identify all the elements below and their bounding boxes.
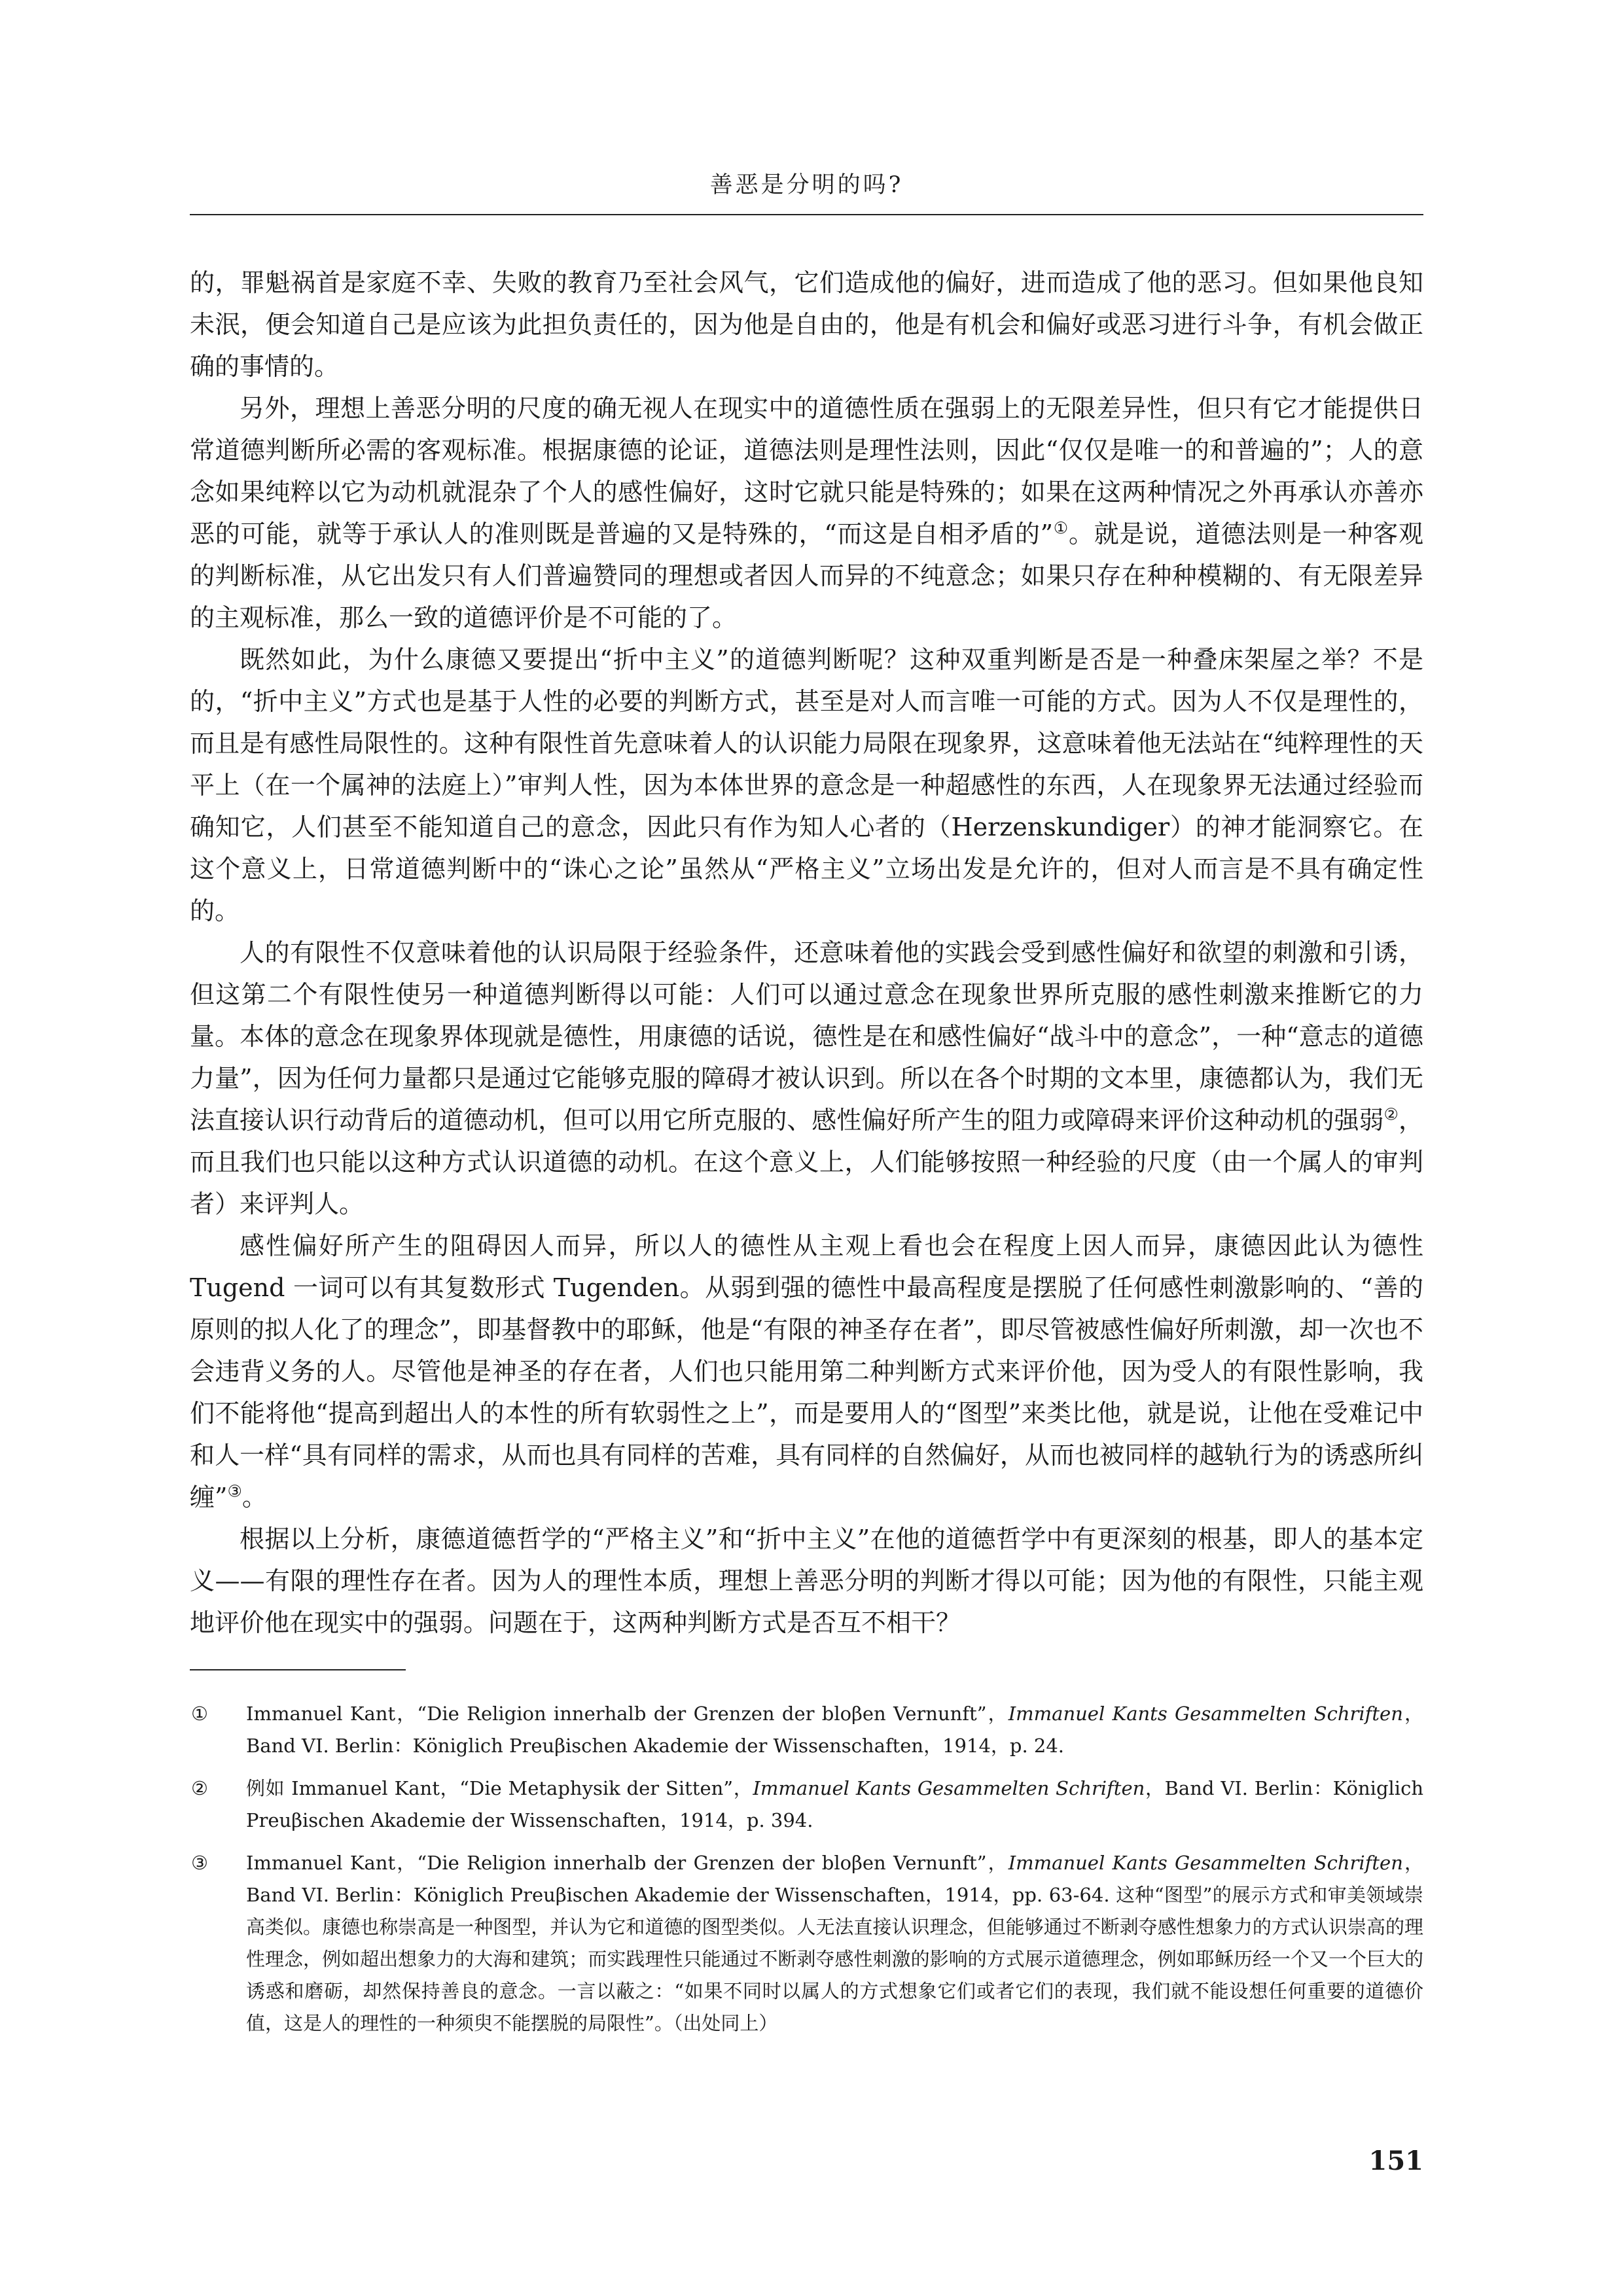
footnote-rule xyxy=(190,1669,406,1670)
paragraph-text: 根据以上分析，康德道德哲学的“严格主义”和“折中主义”在他的道德哲学中有更深刻的根基，即人的基本定义——有限的理性存在者。因为人的理性本质，理想上善恶分明的判断才得以可能；因为他的有限性，只能主观地评价他在现实中的强弱。问题在于，这两种判断方式是否互不相干？ xyxy=(190,1525,1423,1637)
paragraph-text: 感性偏好所产生的阻碍因人而异，所以人的德性从主观上看也会在程度上因人而异，康德因此认为德性 Tugend 一词可以有其复数形式 Tugenden。从弱到强的德性中最高程度是摆脱了任何感性刺激影响的、“善的原则的拟人化了的理念”，即基督教中的耶稣，他是“有限的神圣存在者”，即尽管被感性偏好所刺激，却一次也不会违背义务的人。尽管他是神圣的存在者，人们也只能用第二种判断方式来评价他，因为受人的有限性影响，我们不能将他“提高到超出人的本性的所有软弱性之上”，而是要用人的“图型”来类比他，就是说，让他在受难记中和人一样“具有同样的需求，从而也具有同样的苦难，具有同样的自然偏好，从而也被同样的越轨行为的诱惑所纠缠” xyxy=(190,1231,1423,1511)
header-rule xyxy=(190,214,1423,215)
body-paragraph xyxy=(190,1225,1423,1518)
footnote-reference: ② xyxy=(1383,1104,1399,1124)
page-number: 151 xyxy=(1368,2146,1423,2176)
footnote-text: Immanuel Kant，“Die Religion innerhalb der Grenzen der bloβen Vernunft”， xyxy=(246,1852,1008,1874)
body-paragraph xyxy=(190,932,1423,1225)
body-text xyxy=(190,262,1423,1644)
footnote-text: Immanuel Kant，“Die Religion innerhalb der Grenzen der bloβen Vernunft”， xyxy=(246,1703,1008,1725)
paragraph-text: 。就是说，道德法则是一种客观的判断标准，从它出发只有人们普遍赞同的理想或者因人而异的不纯意念；如果只存在种种模糊的、有无限差异的主观标准，那么一致的道德评价是不可能的了。 xyxy=(190,520,1423,632)
footnote xyxy=(190,1847,1423,2040)
paragraph-text: ，而且我们也只能以这种方式认识道德的动机。在这个意义上，人们能够按照一种经验的尺度（由一个属人的审判者）来评判人。 xyxy=(190,1106,1423,1218)
footnote-text: ，Band VI. Berlin：Königlich Preuβischen Akademie der Wissenschaften，1914，p. 394. xyxy=(246,1777,1423,1831)
footnote-reference: ③ xyxy=(227,1481,242,1501)
footnote xyxy=(190,1698,1423,1762)
footnote-italic-title: Immanuel Kants Gesammelten Schriften xyxy=(753,1777,1145,1799)
footnote-italic-title: Immanuel Kants Gesammelten Schriften xyxy=(1008,1703,1403,1725)
footnote-text: 例如 Immanuel Kant，“Die Metaphysik der Sitten”， xyxy=(246,1777,753,1799)
body-paragraph xyxy=(190,387,1423,639)
footnote-text: ，Band VI. Berlin：Königlich Preuβischen Akademie der Wissenschaften，1914，p. 24. xyxy=(246,1703,1423,1757)
footnote xyxy=(190,1773,1423,1837)
paragraph-text: 的，罪魁祸首是家庭不幸、失败的教育乃至社会风气，它们造成他的偏好，进而造成了他的恶习。但如果他良知未泯，便会知道自己是应该为此担负责任的，因为他是自由的，他是有机会和偏好或恶习进行斗争，有机会做正确的事情的。 xyxy=(190,268,1423,381)
footnote-reference: ① xyxy=(1053,518,1069,538)
body-paragraph xyxy=(190,262,1423,387)
running-header-title: 善恶是分明的吗? xyxy=(709,172,904,198)
paragraph-text: 人的有限性不仅意味着他的认识局限于经验条件，还意味着他的实践会受到感性偏好和欲望的刺激和引诱，但这第二个有限性使另一种道德判断得以可能：人们可以通过意念在现象世界所克服的感性刺激来推断它的力量。本体的意念在现象界体现就是德性，用康德的话说，德性是在和感性偏好“战斗中的意念”，一种“意志的道德力量”，因为任何力量都只是通过它能够克服的障碍才被认识到。所以在各个时期的文本里，康德都认为，我们无法直接认识行动背后的道德动机，但可以用它所克服的、感性偏好所产生的阻力或障碍来评价这种动机的强弱 xyxy=(190,938,1423,1135)
footnote-italic-title: Immanuel Kants Gesammelten Schriften xyxy=(1008,1852,1403,1874)
footnote-text: ，Band VI. Berlin：Königlich Preuβischen Akademie der Wissenschaften，1914，pp. 63-64. 这种“图型”的展示方式和审美领域崇高类似。康德也称崇高是一种图型，并认为它和道德的图型类似。人无法直接认识理念，但能够通过不断剥夺感性想象力的方式认识崇高的理性理念，例如超出想象力的大海和建筑；而实践理性只能通过不断剥夺感性刺激的影响的方式展示道德理念，例如耶稣历经一个又一个巨大的诱惑和磨砺，却然保持善良的意念。一言以蔽之：“如果不同时以属人的方式想象它们或者它们的表现，我们就不能设想任何重要的道德价值，这是人的理性的一种须臾不能摆脱的局限性”。（出处同上） xyxy=(246,1852,1423,2034)
footnotes xyxy=(190,1698,1423,2050)
body-paragraph xyxy=(190,639,1423,932)
footnote-marker: ① xyxy=(191,1703,208,1725)
paragraph-text: 。 xyxy=(241,1483,267,1511)
footnote-marker: ③ xyxy=(191,1852,208,1874)
paragraph-text: 另外，理想上善恶分明的尺度的确无视人在现实中的道德性质在强弱上的无限差异性，但只有它才能提供日常道德判断所必需的客观标准。根据康德的论证，道德法则是理性法则，因此“仅仅是唯一的和普遍的”；人的意念如果纯粹以它为动机就混杂了个人的感性偏好，这时它就只能是特殊的；如果在这两种情况之外再承认亦善亦恶的可能，就等于承认人的准则既是普遍的又是特殊的，“而这是自相矛盾的” xyxy=(190,394,1423,548)
body-paragraph xyxy=(190,1518,1423,1644)
footnote-marker: ② xyxy=(191,1777,208,1799)
paragraph-text: 既然如此，为什么康德又要提出“折中主义”的道德判断呢？这种双重判断是否是一种叠床架屋之举？不是的，“折中主义”方式也是基于人性的必要的判断方式，甚至是对人而言唯一可能的方式。因为人不仅是理性的，而且是有感性局限性的。这种有限性首先意味着人的认识能力局限在现象界，这意味着他无法站在“纯粹理性的天平上（在一个属神的法庭上）”审判人性，因为本体世界的意念是一种超感性的东西，人在现象界无法通过经验而确知它，人们甚至不能知道自己的意念，因此只有作为知人心者的（Herzenskundiger）的神才能洞察它。在这个意义上，日常道德判断中的“诛心之论”虽然从“严格主义”立场出发是允许的，但对人而言是不具有确定性的。 xyxy=(190,645,1423,925)
